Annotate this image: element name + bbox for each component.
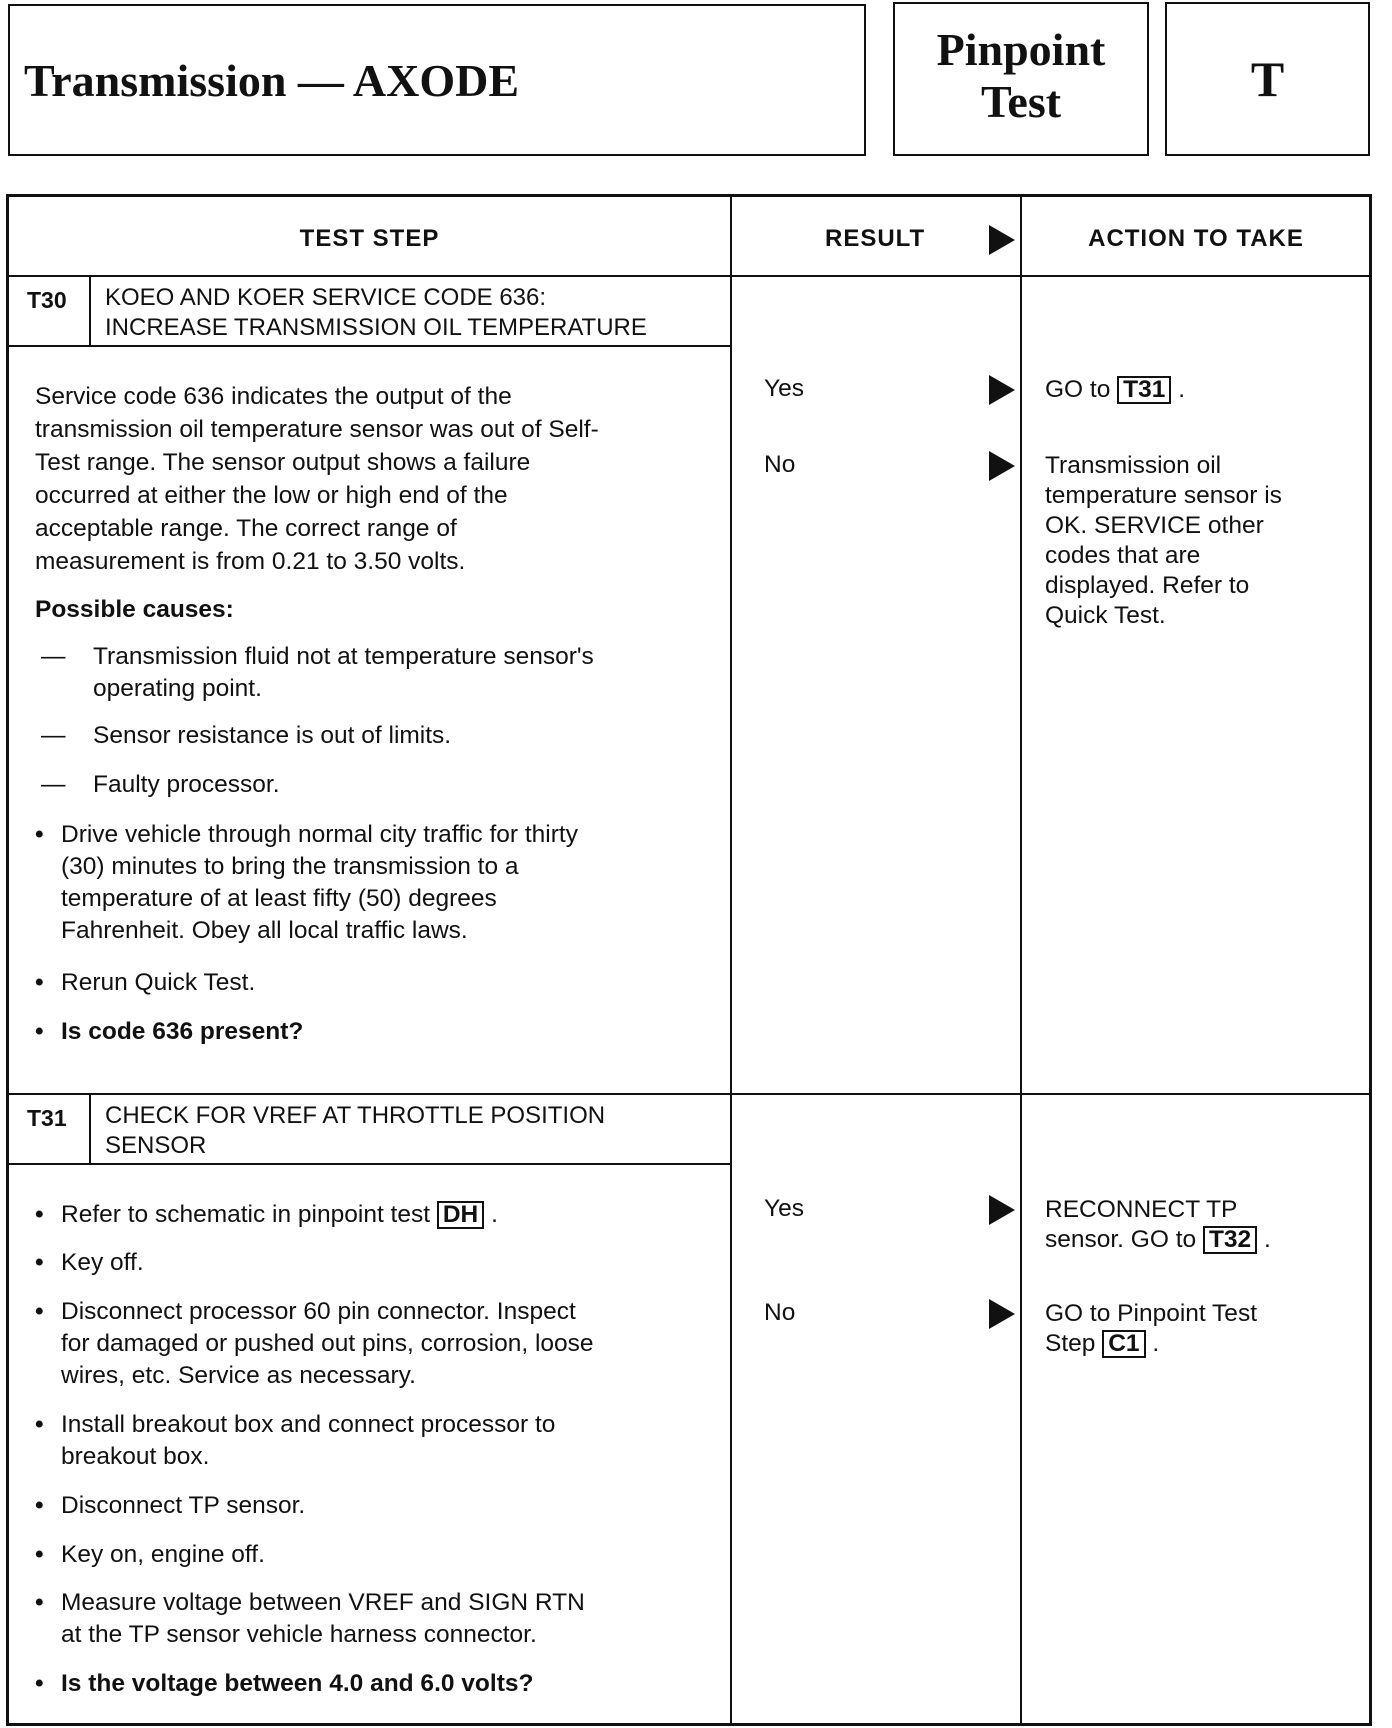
action-yes-t30	[1045, 375, 1185, 405]
pinpoint-line1: Pinpoint	[936, 24, 1106, 75]
arrow-right-icon	[989, 375, 1015, 405]
section-letter: T	[1250, 51, 1285, 107]
result-yes: Yes	[764, 375, 804, 402]
dash-marker: —	[41, 643, 66, 670]
cause-item	[41, 769, 280, 801]
action-line: OK. SERVICE other	[1045, 512, 1264, 539]
cause-item	[41, 720, 451, 752]
bullet-marker: •	[35, 1249, 44, 1276]
bullet-marker: •	[35, 1201, 44, 1228]
header-title-box	[8, 4, 866, 156]
instruction-line: Drive vehicle through normal city traffic for thirty	[61, 821, 578, 848]
instruction-line: Rerun Quick Test.	[61, 969, 256, 996]
pinpoint-label	[895, 24, 1147, 128]
step-title-line1: KOEO AND KOER SERVICE CODE 636:	[105, 284, 547, 311]
intro-line: transmission oil temperature sensor was out of Self-	[35, 416, 599, 443]
col-header-action: ACTION TO TAKE	[1088, 225, 1304, 252]
instruction-item	[35, 967, 255, 999]
instruction-item	[35, 819, 578, 947]
action-line: temperature sensor is	[1045, 482, 1282, 509]
bullet-marker: •	[35, 1018, 44, 1045]
step-title-line1: CHECK FOR VREF AT THROTTLE POSITION	[105, 1102, 606, 1129]
bullet-marker: •	[35, 1670, 44, 1697]
dash-marker: —	[41, 722, 66, 749]
intro-line: Test range. The sensor output shows a failure	[35, 449, 531, 476]
instruction-line: for damaged or pushed out pins, corrosion, loose	[61, 1330, 594, 1357]
cause-item	[41, 641, 594, 705]
cause-line: Faulty processor.	[93, 771, 280, 798]
instruction-line: Key off.	[61, 1249, 144, 1276]
instruction-item	[35, 1587, 585, 1651]
instruction-line: temperature of at least fifty (50) degrees	[61, 885, 497, 912]
action-no-t30	[1045, 451, 1282, 631]
instruction-line: Disconnect processor 60 pin connector. Inspect	[61, 1298, 576, 1325]
arrow-right-icon	[989, 225, 1015, 255]
header-pinpoint-box	[893, 2, 1149, 156]
pinpoint-line2: Test	[980, 76, 1062, 127]
action-line: codes that are	[1045, 542, 1201, 569]
intro-line: measurement is from 0.21 to 3.50 volts.	[35, 548, 466, 575]
bullet-marker: •	[35, 821, 44, 848]
action-text: .	[1178, 376, 1186, 403]
step-id-t30: T30	[27, 287, 67, 313]
bullet-marker: •	[35, 1492, 44, 1519]
instruction-item	[35, 1490, 305, 1522]
cause-line: operating point.	[93, 675, 262, 702]
action-line: GO to Pinpoint Test	[1045, 1300, 1257, 1327]
instruction-line: wires, etc. Service as necessary.	[61, 1362, 416, 1389]
possible-causes-heading: Possible causes:	[35, 596, 234, 623]
bullet-marker: •	[35, 1541, 44, 1568]
dash-marker: —	[41, 771, 66, 798]
action-line: Quick Test.	[1045, 602, 1166, 629]
result-no: No	[764, 1299, 796, 1326]
col-header-result: RESULT	[825, 225, 926, 252]
step-ref-dh[interactable]: DH	[437, 1201, 484, 1229]
question-text: Is code 636 present?	[61, 1018, 304, 1045]
instruction-line: (30) minutes to bring the transmission to a	[61, 853, 519, 880]
step-ref-t31[interactable]: T31	[1117, 376, 1171, 404]
pinpoint-table	[6, 194, 1372, 1726]
cause-line: Sensor resistance is out of limits.	[93, 722, 452, 749]
action-line: RECONNECT TP	[1045, 1196, 1238, 1223]
step-id-t31: T31	[27, 1105, 67, 1131]
instruction-line: Fahrenheit. Obey all local traffic laws.	[61, 917, 468, 944]
instruction-item	[35, 1296, 594, 1392]
bullet-marker: •	[35, 1589, 44, 1616]
column-divider-1	[730, 197, 732, 1723]
t30-intro	[35, 380, 599, 578]
step-id-divider	[89, 277, 91, 347]
column-divider-2	[1020, 197, 1022, 1723]
page-title: Transmission — AXODE	[24, 55, 520, 106]
instruction-line: Disconnect TP sensor.	[61, 1492, 306, 1519]
cause-line: Transmission fluid not at temperature sensor's	[93, 643, 594, 670]
action-text: GO to	[1045, 376, 1111, 403]
header-letter-box	[1165, 2, 1370, 156]
action-line: Step	[1045, 1330, 1096, 1357]
bullet-marker: •	[35, 969, 44, 996]
instruction-line: Refer to schematic in pinpoint test	[61, 1201, 431, 1228]
action-yes-t31	[1045, 1195, 1271, 1255]
step-ref-c1[interactable]: C1	[1102, 1330, 1145, 1358]
bullet-marker: •	[35, 1411, 44, 1438]
result-yes: Yes	[764, 1195, 804, 1222]
step-ref-t32[interactable]: T32	[1203, 1226, 1257, 1254]
action-line: Transmission oil	[1045, 452, 1222, 479]
instruction-line: Measure voltage between VREF and SIGN RTN	[61, 1589, 585, 1616]
instruction-line: Key on, engine off.	[61, 1541, 265, 1568]
step-id-divider	[89, 1095, 91, 1165]
intro-line: occurred at either the low or high end of the	[35, 482, 508, 509]
intro-line: Service code 636 indicates the output of the	[35, 383, 512, 410]
instruction-item	[35, 1409, 555, 1473]
step-title-t31	[105, 1101, 605, 1161]
instruction-item	[35, 1247, 144, 1279]
action-text: .	[1264, 1226, 1271, 1253]
action-line: displayed. Refer to	[1045, 572, 1250, 599]
question-item	[35, 1016, 303, 1048]
instruction-item	[35, 1199, 498, 1231]
arrow-right-icon	[989, 1299, 1015, 1329]
col-header-test-step: TEST STEP	[299, 225, 440, 252]
instruction-line: at the TP sensor vehicle harness connector.	[61, 1621, 537, 1648]
action-line: sensor. GO to	[1045, 1226, 1197, 1253]
question-item	[35, 1668, 533, 1700]
intro-line: acceptable range. The correct range of	[35, 515, 457, 542]
bullet-marker: •	[35, 1298, 44, 1325]
arrow-right-icon	[989, 1195, 1015, 1225]
action-text: .	[1152, 1330, 1160, 1357]
step-title-line2: INCREASE TRANSMISSION OIL TEMPERATURE	[105, 314, 647, 341]
action-no-t31	[1045, 1299, 1257, 1359]
step-title-t30	[105, 283, 647, 343]
question-text: Is the voltage between 4.0 and 6.0 volts?	[61, 1670, 534, 1697]
result-no: No	[764, 451, 796, 478]
arrow-right-icon	[989, 451, 1015, 481]
instruction-line: .	[491, 1201, 498, 1228]
instruction-line: breakout box.	[61, 1443, 210, 1470]
instruction-item	[35, 1539, 265, 1571]
step-title-line2: SENSOR	[105, 1132, 207, 1159]
instruction-line: Install breakout box and connect processor to	[61, 1411, 556, 1438]
